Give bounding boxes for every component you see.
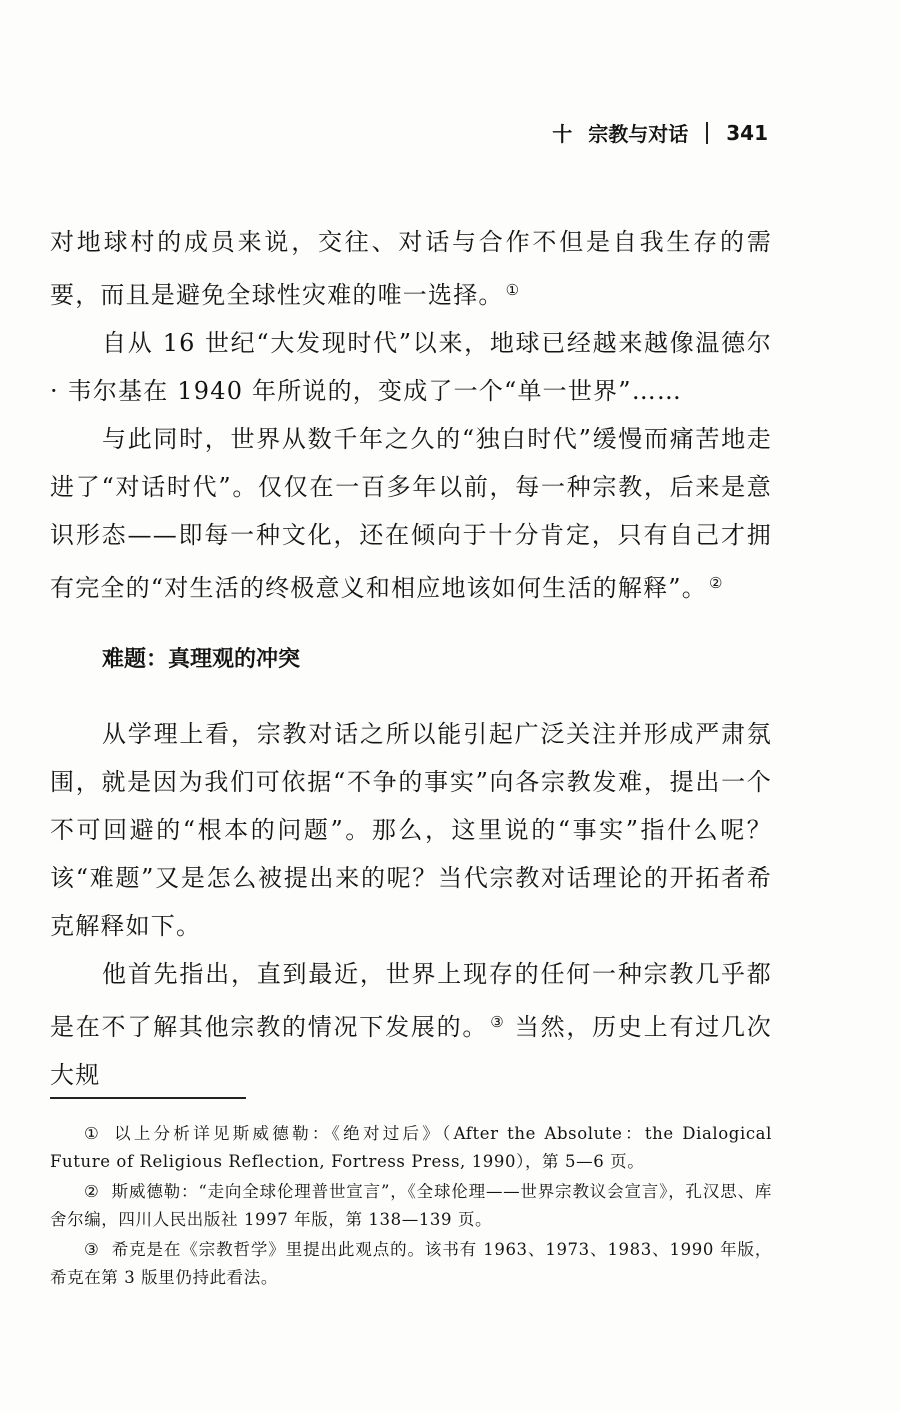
page-number: 341 — [726, 120, 768, 145]
footnote-text: 斯威德勒：“走向全球伦理普世宣言”，《全球伦理——世界宗教议会宣言》，孔汉思、库舍尔编，四川人民出版社 1997 年版，第 138—139 页。 — [50, 1182, 772, 1229]
paragraph: 自从 16 世纪“大发现时代”以来，地球已经越来越像温德尔 · 韦尔基在 1940 年所说的，变成了一个“单一世界”…… — [50, 329, 772, 405]
chapter-title: 宗教与对话 — [588, 122, 689, 146]
section-heading: 难题：真理观的冲突 — [102, 647, 301, 672]
footnote — [50, 1120, 772, 1176]
footnotes — [50, 1120, 772, 1294]
footnote — [50, 1178, 772, 1234]
footnote-number: ① — [84, 1124, 103, 1143]
footnote-ref[interactable]: ③ — [490, 1013, 506, 1031]
footnote-ref[interactable]: ② — [708, 574, 724, 592]
paragraph: 与此同时，世界从数千年之久的“独白时代”缓慢而痛苦地走进了“对话时代”。仅仅在一百多年以前，每一种宗教，后来是意识形态——即每一种文化，还在倾向于十分肯定，只有自己才拥有完全的“对生活的终极意义和相应地该如何生活的解释”。 ② — [50, 425, 772, 602]
footnote-number: ② — [84, 1182, 100, 1201]
footnote-ref[interactable]: ① — [505, 281, 521, 299]
footnote-divider — [50, 1097, 246, 1099]
footnote-number: ③ — [84, 1240, 100, 1259]
running-header — [552, 118, 768, 147]
footnote-text: 希克是在《宗教哲学》里提出此观点的。该书有 1963、1973、1983、1990 年版，希克在第 3 版里仍持此看法。 — [50, 1240, 772, 1287]
footnote — [50, 1236, 772, 1292]
footnote-text: 以上分析详见斯威德勒：《绝对过后》（After the Absolute：the Dialogical Future of Religious Reflection, Fortress Press, 1990），第 5—6 页。 — [50, 1124, 772, 1171]
header-divider — [706, 122, 708, 144]
body-text — [50, 218, 772, 1099]
chapter-number: 十 — [552, 122, 573, 146]
paragraph: 他首先指出，直到最近，世界上现存的任何一种宗教几乎都是在不了解其他宗教的情况下发展的。 ③ 当然，历史上有过几次大规 — [50, 960, 773, 1089]
paragraph: 从学理上看，宗教对话之所以能引起广泛关注并形成严肃氛围，就是因为我们可依据“不争的事实”向各宗教发难，提出一个不可回避的“根本的问题”。那么，这里说的“事实”指什么呢？该“难题”又是怎么被提出来的呢？当代宗教对话理论的开拓者希克解释如下。 — [50, 720, 772, 940]
paragraph: 对地球村的成员来说，交往、对话与合作不但是自我生存的需要，而且是避免全球性灾难的唯一选择。 ① — [50, 228, 772, 309]
